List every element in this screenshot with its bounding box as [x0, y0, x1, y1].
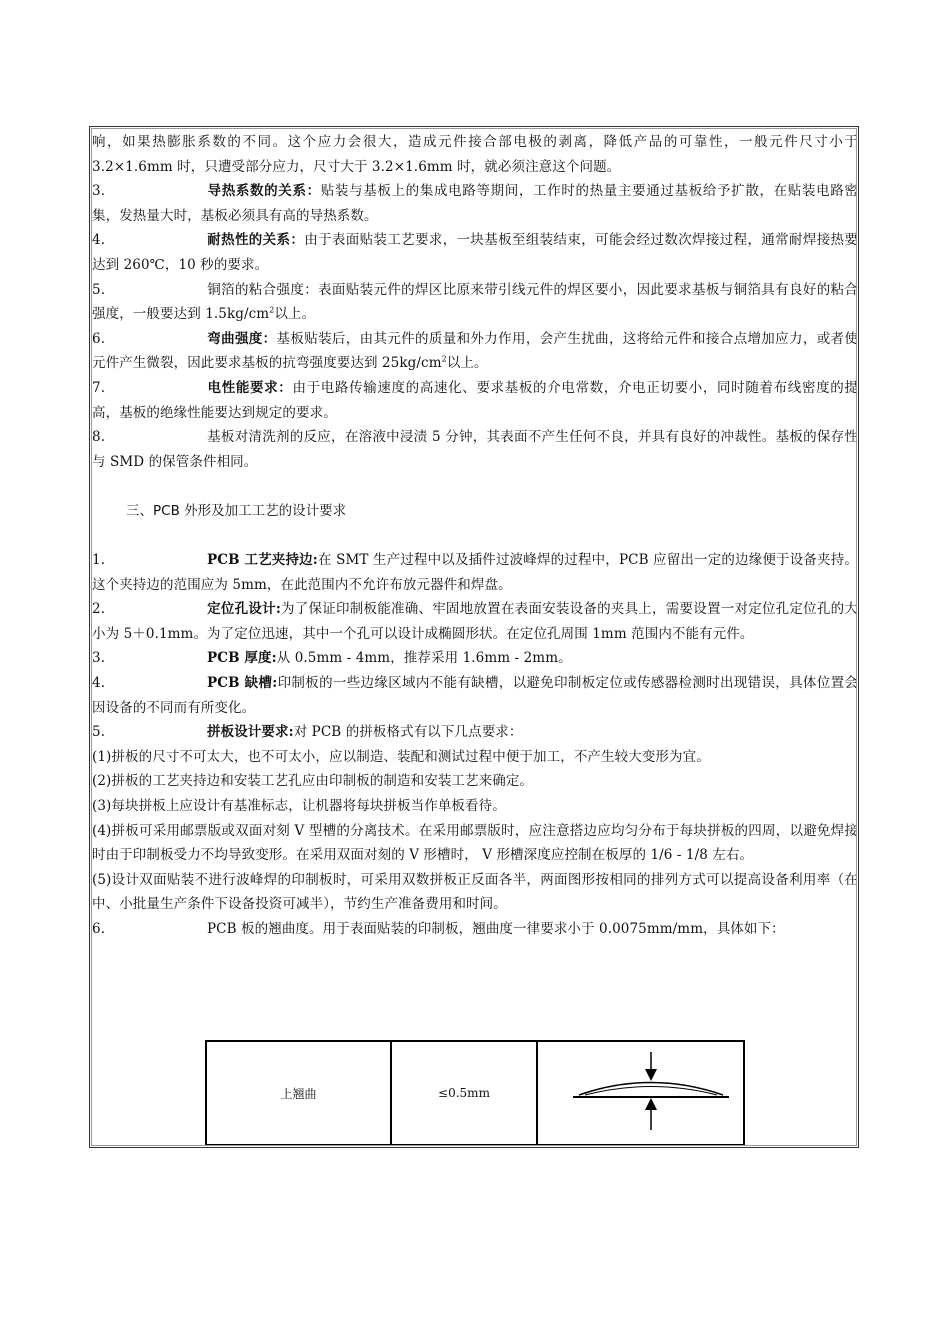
sub-item-5: (5)设计双面贴装不进行波峰焊的印制板时，可采用双数拼板正反面各半，两面图形按相同的排列方式可以提高设备利用率（在中、小批量生产条件下设备投资可减半），节约生产准备费用和时间。: [92, 871, 858, 913]
warpage-table: [205, 1040, 745, 1146]
sub-item-3: (3)每块拼板上应设计有基准标志，让机器将每块拼板当作单板看待。: [92, 798, 506, 815]
item-4: 4. PCB 缺槽:印制板的一些边缘区域内不能有缺槽，以避免印制板定位或传感器检测时出现错误，具体位置会因设备的不同而有所变化。: [92, 675, 858, 716]
sub-item-1: (1)拼板的尺寸不可太大，也不可太小，应以制造、装配和测试过程中便于加工，不产生较大变形为宜。: [92, 748, 710, 765]
paragraph-7: 7. 电性能要求：由于电路传输速度的高速化、要求基板的介电常数，介电正切要小，同时随着布线密度的提高，基板的绝缘性能要达到规定的要求。: [92, 379, 858, 421]
paragraph-continued: 响，如果热膨胀系数的不同。这个应力会很大，造成元件接合部电极的剥离，降低产品的可靠性，一般元件尺寸小于 3.2×1.6mm 时，只遭受部分应力，尺寸大于 3.2×1.6mm 时，就必须注意这个问题。: [92, 134, 858, 175]
warpage-label-cell: 上翘曲: [207, 1042, 392, 1144]
document-content: [92, 130, 858, 942]
warpage-diagram-cell: [538, 1042, 743, 1144]
item-6: 6. PCB 板的翘曲度。用于表面贴装的印制板，翘曲度一律要求小于 0.0075mm/mm，具体如下：: [92, 921, 785, 937]
item-5: 5. 拼板设计要求:对 PCB 的拼板格式有以下几点要求：: [92, 724, 523, 741]
paragraph-8: 8. 基板对清洗剂的反应，在溶液中浸渍 5 分钟，其表面不产生任何不良，并具有良好的冲裁性。基板的保存性与 SMD 的保管条件相同。: [92, 429, 858, 470]
warp-diagram-icon: [551, 1048, 731, 1138]
item-1: 1. PCB 工艺夹持边:在 SMT 生产过程中以及插件过波峰焊的过程中，PCB 应留出一定的边缘便于设备夹持。这个夹持边的范围应为 5mm，在此范围内不允许布放元器件和焊盘。: [92, 552, 858, 593]
paragraph-6: 6. 弯曲强度：基板贴装后，由其元件的质量和外力作用，会产生扰曲，这将给元件和接合点增加应力，或者使元件产生微裂，因此要求基板的抗弯强度要达到 $25kg/cm^2$以上。: [92, 330, 859, 372]
paragraph-3: 3. 导热系数的关系：贴装与基板上的集成电路等期间，工作时的热量主要通过基板给予扩散，在贴装电路密集，发热量大时，基板必须具有高的导热系数。: [92, 183, 858, 224]
section-heading: 三、PCB 外形及加工工艺的设计要求: [126, 502, 347, 519]
sub-item-2: (2)拼板的工艺夹持边和安装工艺孔应由印制板的制造和安装工艺来确定。: [92, 773, 534, 790]
warpage-value-cell: ≤0.5mm: [392, 1042, 538, 1144]
document-frame: [89, 126, 859, 1148]
sub-item-4: (4)拼板可采用邮票版或双面对刻 V 型槽的分离技术。在采用邮票版时，应注意搭边应均匀分布于每块拼板的四周，以避免焊接时由于印制板受力不均导致变形。在采用双面对刻的 V 形槽时， V 形槽深度应控制在板厚的 1/6 - 1/8 左右。: [92, 822, 858, 864]
paragraph-4: 4. 耐热性的关系：由于表面贴装工艺要求，一块基板至组装结束，可能会经过数次焊接过程，通常耐焊接热要达到 260℃，10 秒的要求。: [92, 232, 859, 273]
item-3: 3. PCB 厚度:从 0.5mm - 4mm，推荐采用 1.6mm - 2mm。: [92, 650, 572, 667]
item-2: 2. 定位孔设计:为了保证印制板能准确、牢固地放置在表面安装设备的夹具上，需要设置一对定位孔定位孔的大小为 5＋0.1mm。为了定位迅速，其中一个孔可以设计成椭圆形状。在定位孔周围 1mm 范围内不能有元件。: [92, 601, 858, 642]
paragraph-5: 5. 铜箔的粘合强度：表面贴装元件的焊区比原来带引线元件的焊区要小，因此要求基板与铜箔具有良好的粘合强度，一般要达到 $1.5kg/cm^2$以上。: [92, 281, 858, 323]
